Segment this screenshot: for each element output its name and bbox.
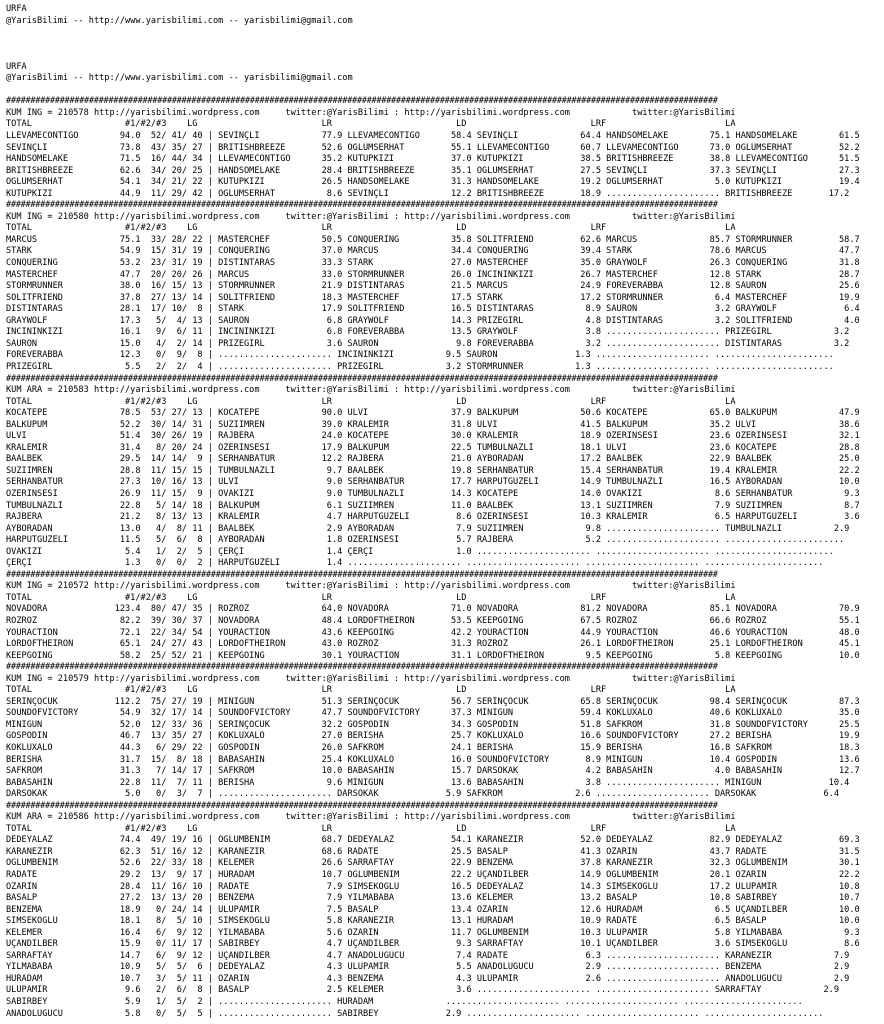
horse-row: GRAYWOLF 17.3 5/ 4/ 13 | SAURON 6.8 GRAYWOLF 14.3 PRIZEGIRL 4.8 DISTINTARAS 3.2 SOLITFRIEND 4.0 [6,315,860,326]
column-header: TOTAL #1/#2/#3 LG LR LD LRF LA [6,119,736,130]
horse-row: SIMSEKOGLU 18.1 8/ 5/ 10 | SIMSEKOGLU 5.8 KARANEZIR 13.1 HÜRADAM 10.9 RADATE 6.5 BASALP 10.0 [6,916,860,927]
section-separator: ################################################################################################################################################## [6,96,718,107]
horse-row: BASALP 27.2 13/ 13/ 20 | BENZEMA 7.9 YILMABABA 13.6 KELEMER 13.2 BASALP 10.8 SABIRBEY 10.7 [6,893,860,904]
horse-row: GOSPODIN 46.7 13/ 35/ 27 | KÖKLÜXALO 27.0 BERISHA 25.7 KÖKLÜXALO 16.6 SOUNDOFVICTORY 27.2 BERISHA 19.9 [6,731,860,742]
horse-row: ÖZARIN 28.4 11/ 16/ 10 | RADATE 7.9 SIMSEKOGLU 16.5 DEDEYALAZ 14.3 SIMSEKOGLU 17.2 ULUPAMIR 10.8 [6,881,860,892]
horse-row: YILMABABA 10.9 5/ 5/ 6 | DEDEYALAZ 4.3 ULUPAMIR 5.5 ANADOLUGÜCÜ 2.9 ...................... BENZEMA 2.9 [6,962,850,973]
contact-line: @YarisBilimi -- http://www.yarisbilimi.com -- yarisbilimi@gmail.com [6,73,353,84]
race-sections [6,96,884,1020]
horse-row: TUMBULNAZLI 22.8 5/ 14/ 18 | BALKÜPÜM 6.1 SUZIIMREN 11.0 BAALBEK 13.1 SUZIIMREN 7.9 SUZIIMREN 8.7 [6,500,860,511]
horse-row: NOVADORA 123.4 80/ 47/ 35 | ROZROZ 64.0 NOVADORA 71.0 NOVADORA 81.2 NOVADORA 85.1 NOVADORA 70.9 [6,604,860,615]
horse-row: SOLITFRIEND 37.8 27/ 13/ 14 | SOLITFRIEND 18.3 MASTERCHEF 17.5 STARK 17.2 STORMRUNNER 6.4 MASTERCHEF 19.9 [6,292,860,303]
horse-row: LLEVAMECONTIGO 94.0 52/ 41/ 40 | SEVİNÇLİ 77.9 LLEVAMECONTIGO 58.4 SEVİNÇLİ 64.4 HANDSOMELAKE 75.1 HANDSOMELAKE 61.5 [6,131,860,142]
horse-row: BENZEMA 18.9 0/ 24/ 14 | ULUPAMIR 7.5 BASALP 13.4 ÖZARIN 12.6 HÜRADAM 6.5 UÇANDILBER 10.0 [6,904,860,915]
horse-row: FOREVERABBA 12.3 0/ 9/ 8 | ...................... INCININKIZI 9.5 SAURON 1.3 ...................... ....................... [6,350,834,361]
section-separator: ################################################################################################################################################## [6,800,718,811]
horse-row: YOURACTION 72.1 22/ 34/ 54 | YOURACTION 43.6 KEEPGOING 42.2 YOURACTION 44.9 YOURACTION 46.6 YOURACTION 48.0 [6,627,860,638]
horse-row: KÖKLÜXALO 44.3 6/ 29/ 22 | GOSPODIN 26.0 SAFKROM 24.1 BERISHA 15.9 BERISHA 16.8 SAFKROM 18.3 [6,743,860,753]
horse-row: PRIZEGIRL 5.5 2/ 2/ 4 | ...................... PRIZEGIRL 3.2 STORMRUNNER 1.3 ...................... ....................... [6,361,834,372]
horse-row: ÇERÇI 1.3 0/ 0/ 2 | HARPUTGÜZELI 1.4 ...................... ...................... ...................... ....................... [6,558,824,569]
city-title: URFA [6,4,27,14]
horse-row: SABIRBEY 5.9 1/ 5/ 2 | ...................... HÜRADAM ...................... ...................... ....................... [6,997,803,1008]
horse-row: SARRAFTAY 14.7 6/ 9/ 12 | UÇANDILBER 4.7 ANADOLUGÜCÜ 7.4 RADATE 6.3 ...................... KARANEZIR 7.9 [6,950,850,961]
horse-row: KOCATEPE 78.5 53/ 27/ 13 | KOCATEPE 90.0 ULVI 37.9 BALKÜPÜM 50.6 KOCATEPE 65.0 BALKÜPÜM 47.9 [6,408,860,419]
horse-row: HARPUTGÜZELI 11.5 5/ 6/ 8 | AYBORADAN 1.8 ÖZERINSESI 5.7 RAJBERA 5.2 ...................... ....................... [6,535,845,546]
blank-line [6,39,884,51]
section-separator: ################################################################################################################################################## [6,662,718,673]
horse-row: DARSOKAK 5.0 0/ 3/ 7 | ...................... DARSOKAK 5.9 SAFKROM 2.6 ...................... DARSOKAK 6.4 [6,789,839,800]
blank-line [6,85,884,97]
horse-row: OVAKIZI 5.4 1/ 2/ 5 | ÇERÇI 1.4 ÇERÇI 1.0 ...................... ...................... ....................... [6,546,834,557]
horse-row: INCININKIZI 16.1 9/ 6/ 11 | INCININKIZI 6.8 FOREVERABBA 13.5 GRAYWOLF 3.8 ...................... PRIZEGIRL 3.2 [6,327,850,338]
blank-line [6,27,884,39]
horse-row: CONQUERING 53.2 23/ 31/ 19 | DISTINTARAS 33.3 STARK 27.0 MASTERCHEF 35.0 GRAYWOLF 26.3 CONQUERING 31.8 [6,258,860,269]
horse-row: HÜRADAM 10.7 3/ 5/ 11 | ÖZARIN 4.3 BENZEMA 4.3 ULUPAMIR 2.6 ...................... ANADOLUGÜCÜ 2.9 [6,973,850,984]
horse-row: DEDEYALAZ 74.4 49/ 19/ 16 | OGLUMBENIM 68.7 DEDEYALAZ 54.1 KARANEZIR 52.0 DEDEYALAZ 82.9 DEDEYALAZ 69.3 [6,835,860,846]
horse-row: SERHANBATUR 27.3 10/ 16/ 13 | ULVI 9.0 SERHANBATUR 17.7 HARPUTGÜZELI 14.9 TUMBULNAZLI 16.5 AYBORADAN 10.0 [6,477,860,488]
race-header: KUM İNG = 210572 http://yarisbilimi.wordpress.com twitter:@YarisBilimi : http://yarisbilimi.wordpress.com twitter:@YarisBilimi [6,581,736,592]
race-header: KUM İNG = 210578 http://yarisbilimi.wordpress.com twitter:@YarisBilimi : http://yarisbilimi.wordpress.com twitter:@YarisBilimi [6,107,736,118]
race-header: KUM İNG = 210580 http://yarisbilimi.wordpress.com twitter:@YarisBilimi : http://yarisbilimi.wordpress.com twitter:@YarisBilimi [6,211,736,222]
horse-row: LORDOFTHEIRON 65.1 24/ 27/ 43 | LORDOFTHEIRON 43.0 ROZROZ 31.3 ROZROZ 26.1 LORDOFTHEIRON 25.1 LORDOFTHEIRON 45.1 [6,639,860,650]
horse-row: SERİNÇOCUK 112.2 75/ 27/ 19 | MINIGUN 51.3 SERİNÇOCUK 56.7 SERİNÇOCUK 65.8 SERİNÇOCUK 98.4 SERİNÇOCUK 87.3 [6,696,860,707]
horse-row: SEVİNÇLİ 73.8 43/ 35/ 27 | BRITISHBREEZE 52.6 OGLUMSERHAT 55.1 LLEVAMECONTIGO 60.7 LLEVAMECONTIGO 73.0 OGLUMSERHAT 52.2 [6,142,860,153]
race-header: KUM ARA = 210583 http://yarisbilimi.wordpress.com twitter:@YarisBilimi : http://yarisbilimi.wordpress.com twitter:@YarisBilimi [6,385,736,396]
horse-row: SOUNDOFVICTORY 54.9 32/ 17/ 14 | SOUNDOFVICTORY 47.7 SOUNDOFVICTORY 37.3 MINIGUN 59.4 KÖKLÜXALO 40.6 KÖKLÜXALO 35.0 [6,708,860,719]
horse-row: AYBORADAN 13.0 4/ 8/ 11 | BAALBEK 2.9 AYBORADAN 7.9 SUZIIMREN 9.8 ...................... TUMBULNAZLI 2.9 [6,523,850,534]
column-header: TOTAL #1/#2/#3 LG LR LD LRF LA [6,592,736,603]
horse-row: BRITISHBREEZE 62.6 34/ 20/ 25 | HANDSOMELAKE 28.4 BRITISHBREEZE 35.1 OGLUMSERHAT 27.5 SEVİNÇLİ 37.3 SEVİNÇLİ 27.3 [6,165,860,176]
race-header: KUM ARA = 210586 http://yarisbilimi.wordpress.com twitter:@YarisBilimi : http://yarisbilimi.wordpress.com twitter:@YarisBilimi [6,812,736,823]
horse-row: OGLUMBENIM 52.6 22/ 33/ 18 | KELEMER 26.6 SARRAFTAY 22.9 BENZEMA 37.8 KARANEZIR 32.3 OGLUMBENIM 30.1 [6,858,860,869]
horse-row: MINIGUN 52.0 12/ 33/ 36 | SERİNÇOCUK 32.2 GOSPODIN 34.3 GOSPODIN 51.8 SAFKROM 31.8 SOUNDOFVICTORY 25.5 [6,719,860,730]
horse-row: ROZROZ 82.2 39/ 30/ 37 | NOVADORA 48.4 LORDOFTHEIRON 53.5 KEEPGOING 67.5 ROZROZ 66.6 ROZROZ 55.1 [6,615,860,626]
column-header: TOTAL #1/#2/#3 LG LR LD LRF LA [6,685,736,696]
horse-row: RAJBERA 21.2 8/ 13/ 13 | KRALEMIR 4.7 HARPUTGÜZELI 8.6 ÖZERINSESI 10.3 KRALEMIR 6.5 HARPUTGÜZELI 3.6 [6,512,860,523]
horse-row: STORMRUNNER 38.0 16/ 15/ 13 | STORMRUNNER 21.9 DISTINTARAS 21.5 MARCUS 24.9 FOREVERABBA 12.8 SAURON 25.6 [6,281,860,292]
horse-row: KELEMER 16.4 6/ 9/ 12 | YILMABABA 5.6 ÖZARIN 11.7 OGLUMBENIM 10.3 ULUPAMIR 5.8 YILMABABA 9.3 [6,927,860,938]
horse-row: KEEPGOING 58.2 25/ 52/ 21 | KEEPGOING 30.1 YOURACTION 31.1 LORDOFTHEIRON 9.5 KEEPGOING 5.8 KEEPGOING 10.0 [6,650,860,661]
horse-row: OGLUMSERHAT 54.1 34/ 21/ 22 | KUTUPKIZI 26.5 HANDSOMELAKE 31.3 HANDSOMELAKE 19.2 OGLUMSERHAT 5.0 KUTUPKIZI 19.4 [6,177,860,188]
column-header: TOTAL #1/#2/#3 LG LR LD LRF LA [6,823,736,834]
horse-row: SUZIIMREN 28.8 11/ 15/ 15 | TUMBULNAZLI 9.7 BAALBEK 19.8 SERHANBATUR 15.4 SERHANBATUR 19.4 KRALEMIR 22.2 [6,465,860,476]
horse-row: ANADOLUGÜCÜ 5.8 0/ 5/ 5 | ...................... SABIRBEY 2.9 ...................... ...................... ....................... [6,1008,824,1019]
column-header: TOTAL #1/#2/#3 LG LR LD LRF LA [6,396,736,407]
horse-row: KRALEMIR 31.4 8/ 20/ 24 | ÖZERINSESI 17.9 BALKÜPÜM 22.5 TUMBULNAZLI 18.1 ULVI 23.6 KOCATEPE 28.8 [6,442,860,453]
horse-row: MARCUS 75.1 33/ 28/ 22 | MASTERCHEF 50.5 CONQUERING 35.8 SOLITFRIEND 62.6 MARCUS 85.7 STORMRUNNER 58.7 [6,234,860,245]
race-header: KUM İNG = 210579 http://yarisbilimi.wordpress.com twitter:@YarisBilimi : http://yarisbilimi.wordpress.com twitter:@YarisBilimi [6,673,736,684]
blank-line [6,50,884,62]
horse-row: ÖZERINSESI 26.9 11/ 15/ 9 | OVAKIZI 9.0 TUMBULNAZLI 14.3 KOCATEPE 14.0 OVAKIZI 8.6 SERHANBATUR 9.3 [6,488,860,499]
horse-row: STARK 54.9 15/ 31/ 19 | CONQUERING 37.0 MARCUS 34.4 CONQUERING 39.4 STARK 78.6 MARCUS 47.7 [6,246,860,257]
horse-row: DISTINTARAS 28.1 17/ 10/ 8 | STARK 17.9 SOLITFRIEND 16.5 DISTINTARAS 8.9 SAURON 3.2 GRAYWOLF 6.4 [6,304,860,315]
horse-row: KUTUPKIZI 44.9 11/ 29/ 42 | OGLUMSERHAT 8.6 SEVİNÇLİ 12.2 BRITISHBREEZE 18.9 ...................... BRITISHBREEZE 17.2 [6,188,850,199]
column-header: TOTAL #1/#2/#3 LG LR LD LRF LA [6,223,736,234]
section-separator: ################################################################################################################################################## [6,569,718,580]
horse-row: BABASAHIN 22.8 11/ 7/ 11 | BERISHA 9.6 MINIGUN 13.6 BABASAHIN 3.8 ...................... MINIGUN 10.4 [6,777,850,788]
section-separator: ################################################################################################################################################## [6,373,718,384]
horse-row: MASTERCHEF 47.7 20/ 20/ 26 | MARCUS 33.0 STORMRUNNER 26.0 INCININKIZI 26.7 MASTERCHEF 12.8 STARK 28.7 [6,269,860,280]
horse-row: BERISHA 31.7 15/ 8/ 18 | BABASAHIN 25.4 KÖKLÜXALO 16.0 SOUNDOFVICTORY 8.9 MINIGUN 10.4 GOSPODIN 13.6 [6,754,860,765]
horse-row: SAURON 15.0 4/ 2/ 14 | PRIZEGIRL 3.6 SAURON 9.8 FOREVERABBA 3.2 ...................... DISTINTARAS 3.2 [6,338,850,349]
horse-row: RADATE 29.2 13/ 9/ 17 | HÜRADAM 10.7 OGLUMBENIM 22.2 UÇANDILBER 14.9 OGLUMBENIM 20.1 ÖZARIN 22.2 [6,870,860,881]
city-title: URFA [6,61,27,72]
section-separator: ################################################################################################################################################## [6,200,718,211]
horse-row: UÇANDILBER 15.9 0/ 11/ 17 | SABIRBEY 4.7 UÇANDILBER 9.3 SARRAFTAY 10.1 UÇANDILBER 3.6 SIMSEKOGLU 8.6 [6,939,860,950]
horse-row: KARANEZIR 62.3 51/ 16/ 12 | KARANEZIR 68.6 RADATE 25.5 BASALP 41.3 ÖZARIN 43.7 RADATE 31.5 [6,846,860,857]
horse-row: ULVI 51.4 30/ 26/ 19 | RAJBERA 24.0 KOCATEPE 30.0 KRALEMIR 18.9 ÖZERINSESI 23.6 ÖZERINSESI 32.1 [6,431,860,442]
horse-row: SAFKROM 31.3 7/ 14/ 17 | SAFKROM 10.0 BABASAHIN 15.7 DARSOKAK 4.2 BABASAHIN 4.0 BABASAHIN 12.7 [6,766,860,777]
horse-row: ULUPAMIR 9.6 2/ 6/ 8 | BASALP 2.5 KELEMER 3.6 ...................... ...................... SARRAFTAY 2.9 [6,985,839,996]
horse-row: HANDSOMELAKE 71.5 16/ 44/ 34 | LLEVAMECONTIGO 35.2 KUTUPKIZI 37.0 KUTUPKIZI 38.5 BRITISHBREEZE 38.8 LLEVAMECONTIGO 51.5 [6,154,860,165]
contact-line: @YarisBilimi -- http://www.yarisbilimi.com -- yarisbilimi@gmail.com [6,15,353,26]
horse-row: BAALBEK 29.5 14/ 14/ 9 | SERHANBATUR 12.2 RAJBERA 21.0 AYBORADAN 17.2 BAALBEK 22.9 BAALBEK 25.0 [6,454,860,465]
horse-row: BALKÜPÜM 52.2 30/ 14/ 31 | SUZIIMREN 39.0 KRALEMIR 31.8 ULVI 41.5 BALKÜPÜM 35.2 ULVI 38.6 [6,419,860,430]
